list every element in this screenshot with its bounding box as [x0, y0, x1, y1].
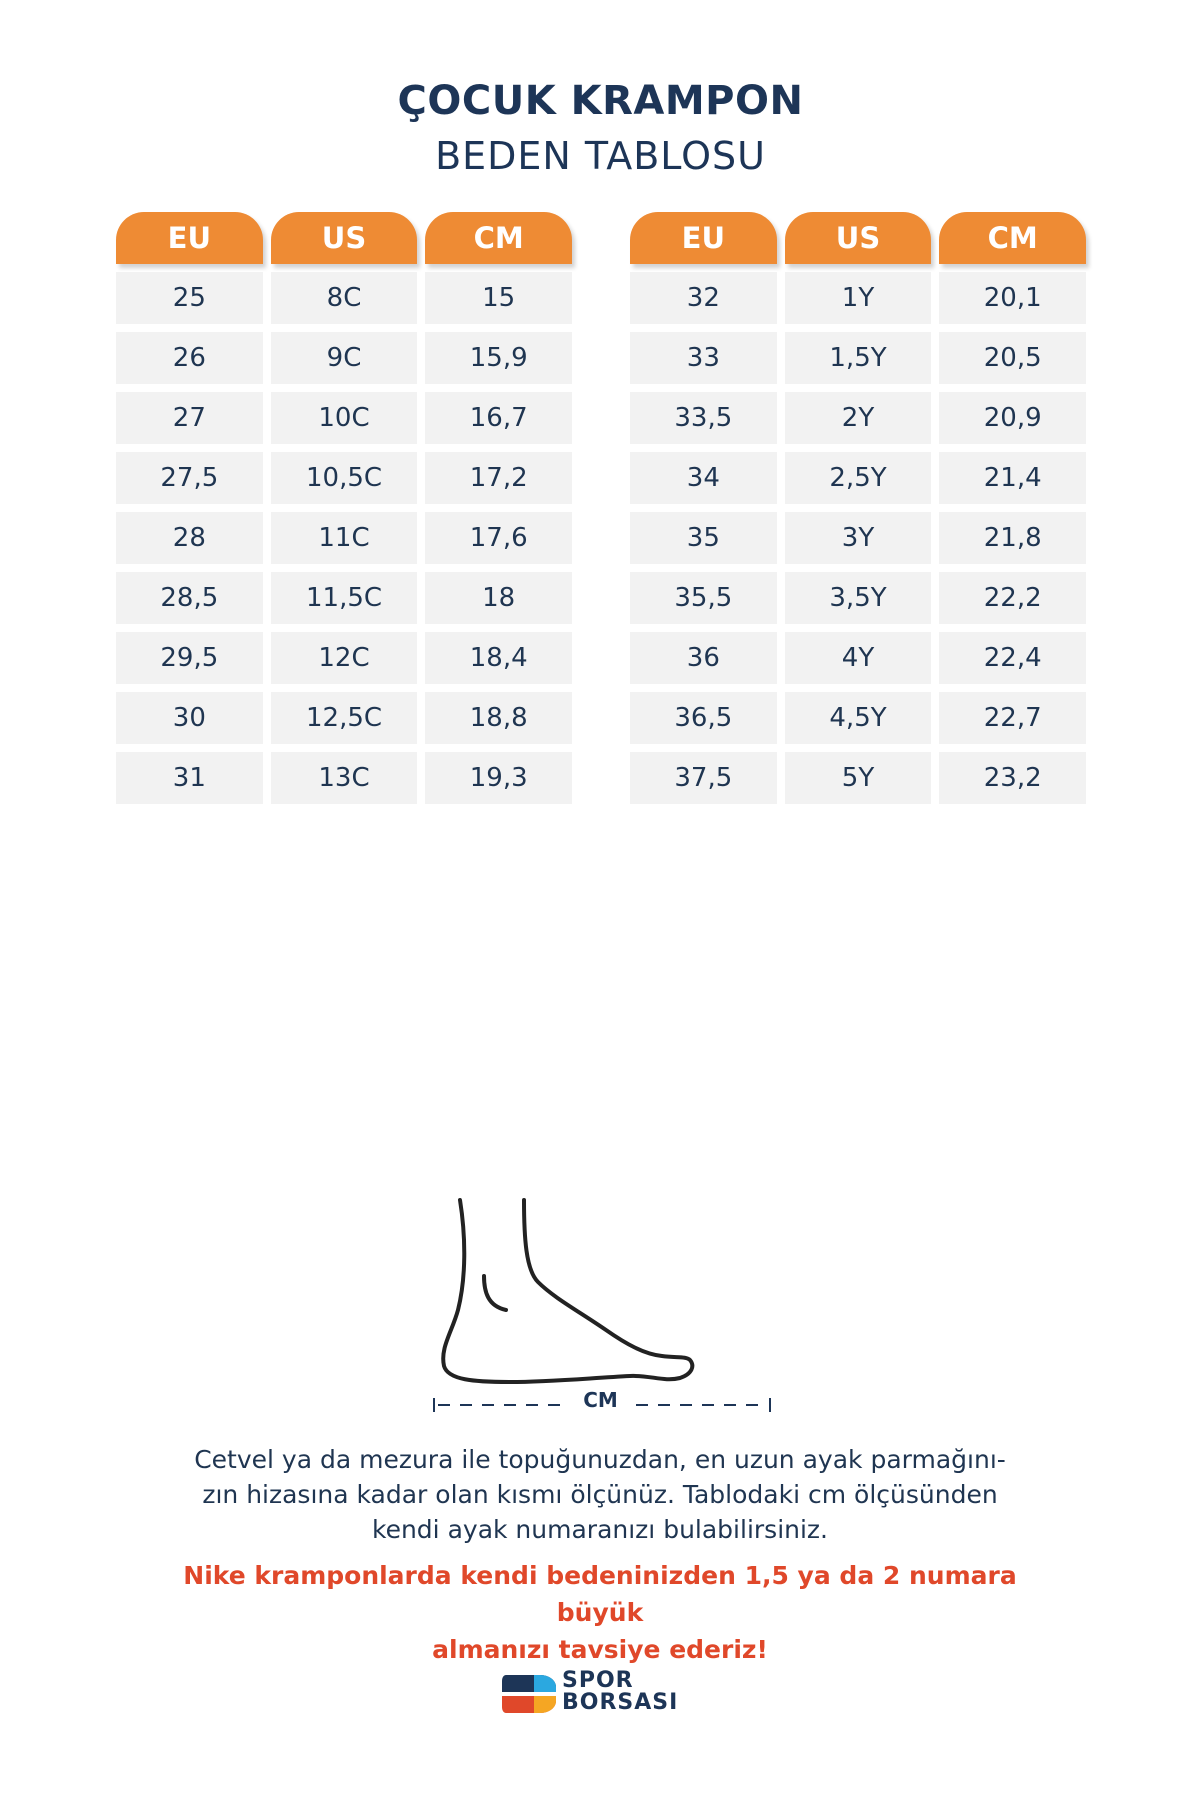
cell-cm: 20,1 [939, 272, 1086, 324]
instructions-line: kendi ayak numaranızı bulabilirsiniz. [372, 1515, 828, 1544]
cell-us: 2,5Y [785, 452, 932, 504]
header-eu: EU [630, 212, 777, 264]
cell-eu: 36,5 [630, 692, 777, 744]
logo-mark-icon [500, 1673, 560, 1715]
cell-us: 2Y [785, 392, 932, 444]
cell-cm: 19,3 [425, 752, 572, 804]
cell-eu: 28,5 [116, 572, 263, 624]
header-cm: CM [425, 212, 572, 264]
cell-eu: 29,5 [116, 632, 263, 684]
cell-cm: 20,5 [939, 332, 1086, 384]
cell-eu: 36 [630, 632, 777, 684]
cell-us: 9C [271, 332, 418, 384]
cell-us: 4Y [785, 632, 932, 684]
table-row [116, 392, 572, 444]
cell-cm: 17,6 [425, 512, 572, 564]
cell-cm: 17,2 [425, 452, 572, 504]
cell-cm: 15 [425, 272, 572, 324]
table-row [116, 572, 572, 624]
header-cm: CM [939, 212, 1086, 264]
cell-eu: 27 [116, 392, 263, 444]
cell-eu: 35,5 [630, 572, 777, 624]
cell-us: 12C [271, 632, 418, 684]
table-header-row [116, 212, 572, 264]
cell-eu: 33 [630, 332, 777, 384]
cell-cm: 22,4 [939, 632, 1086, 684]
cell-us: 10,5C [271, 452, 418, 504]
header-us: US [271, 212, 418, 264]
cell-cm: 18,4 [425, 632, 572, 684]
cell-us: 5Y [785, 752, 932, 804]
cell-us: 11,5C [271, 572, 418, 624]
cell-cm: 21,8 [939, 512, 1086, 564]
cell-us: 8C [271, 272, 418, 324]
table-row [116, 752, 572, 804]
table-row [630, 692, 1086, 744]
cell-eu: 31 [116, 752, 263, 804]
warning-line: Nike kramponlarda kendi bedeninizden 1,5 ya da 2 numara büyük [183, 1561, 1017, 1627]
cell-us: 4,5Y [785, 692, 932, 744]
table-row [116, 692, 572, 744]
size-table-right [630, 212, 1086, 804]
cell-eu: 30 [116, 692, 263, 744]
cell-eu: 27,5 [116, 452, 263, 504]
cell-eu: 37,5 [630, 752, 777, 804]
cell-eu: 33,5 [630, 392, 777, 444]
cell-eu: 32 [630, 272, 777, 324]
cell-cm: 22,2 [939, 572, 1086, 624]
table-row [116, 332, 572, 384]
cell-eu: 26 [116, 332, 263, 384]
cell-eu: 34 [630, 452, 777, 504]
table-row [116, 512, 572, 564]
logo-text-line: BORSASI [562, 1690, 679, 1715]
table-row [116, 272, 572, 324]
table-row [116, 452, 572, 504]
page-subtitle: BEDEN TABLOSU [435, 134, 766, 178]
measure-label: CM [583, 1388, 618, 1412]
table-header-row [630, 212, 1086, 264]
cell-cm: 23,2 [939, 752, 1086, 804]
cell-us: 1,5Y [785, 332, 932, 384]
size-table-left [116, 212, 572, 804]
cell-eu: 25 [116, 272, 263, 324]
table-row [630, 452, 1086, 504]
table-row [630, 632, 1086, 684]
table-row [630, 512, 1086, 564]
table-row [630, 332, 1086, 384]
size-warning [150, 1557, 1050, 1668]
cell-cm: 18,8 [425, 692, 572, 744]
table-row [630, 572, 1086, 624]
brand-logo [500, 1670, 720, 1720]
page-title: ÇOCUK KRAMPON [397, 78, 804, 124]
cell-cm: 18 [425, 572, 572, 624]
cell-eu: 35 [630, 512, 777, 564]
instructions-line: Cetvel ya da mezura ile topuğunuzdan, en uzun ayak parmağını- [194, 1445, 1006, 1474]
measurement-instructions [150, 1442, 1050, 1547]
cell-cm: 20,9 [939, 392, 1086, 444]
cell-us: 12,5C [271, 692, 418, 744]
foot-outline-icon [430, 1198, 780, 1418]
table-row [630, 392, 1086, 444]
logo-text-line: SPOR [562, 1668, 634, 1693]
cell-eu: 28 [116, 512, 263, 564]
cell-cm: 16,7 [425, 392, 572, 444]
cell-us: 3Y [785, 512, 932, 564]
cell-us: 3,5Y [785, 572, 932, 624]
cell-us: 11C [271, 512, 418, 564]
cell-us: 10C [271, 392, 418, 444]
cell-us: 13C [271, 752, 418, 804]
cell-cm: 15,9 [425, 332, 572, 384]
table-row [630, 272, 1086, 324]
warning-line: almanızı tavsiye ederiz! [432, 1635, 768, 1664]
cell-cm: 21,4 [939, 452, 1086, 504]
header-eu: EU [116, 212, 263, 264]
header-us: US [785, 212, 932, 264]
cell-cm: 22,7 [939, 692, 1086, 744]
cell-us: 1Y [785, 272, 932, 324]
table-row [630, 752, 1086, 804]
instructions-line: zın hizasına kadar olan kısmı ölçünüz. Tablodaki cm ölçüsünden [202, 1480, 998, 1509]
table-row [116, 632, 572, 684]
